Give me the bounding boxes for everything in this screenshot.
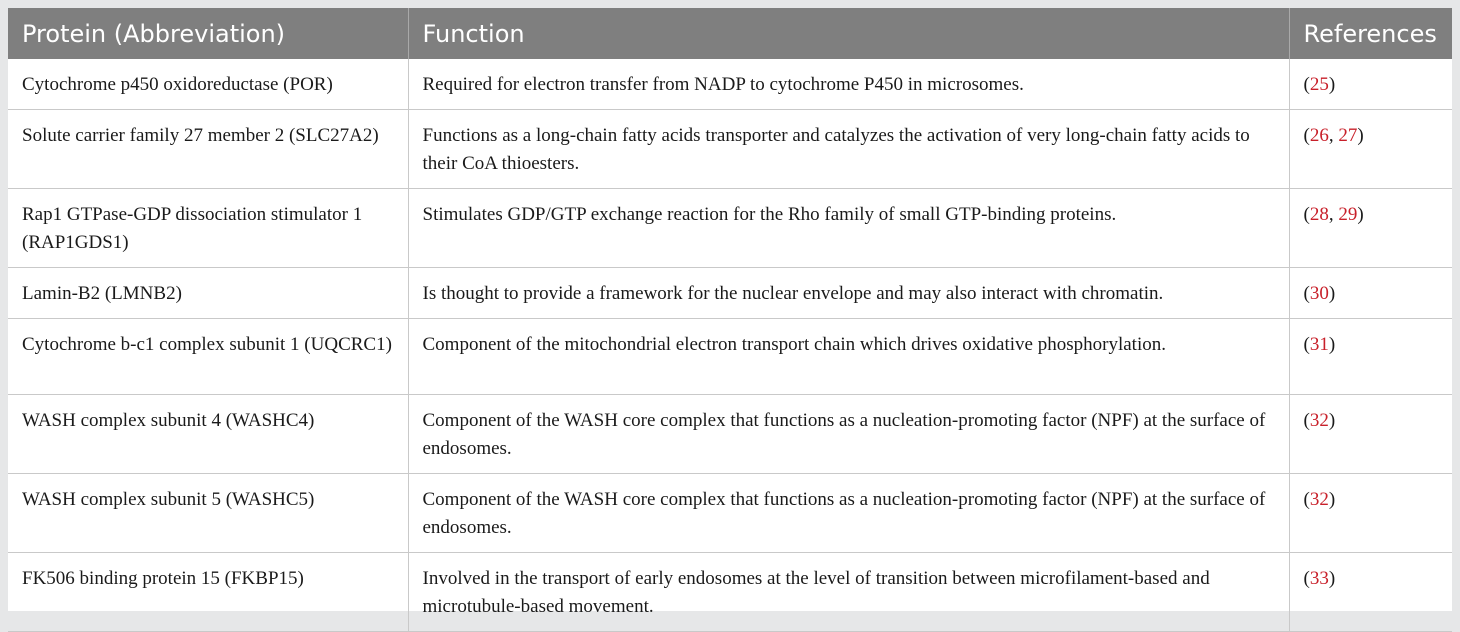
header-function: Function <box>408 8 1289 59</box>
protein-function-table <box>8 8 1452 632</box>
function-cell: Required for electron transfer from NADP to cytochrome P450 in microsomes. <box>408 59 1289 110</box>
reference-citation: (33) <box>1303 568 1336 589</box>
references-cell <box>1289 395 1452 474</box>
reference-link[interactable]: 25 <box>1309 74 1329 95</box>
header-protein: Protein (Abbreviation) <box>8 8 408 59</box>
protein-cell: Rap1 GTPase-GDP dissociation stimulator 1 (RAP1GDS1) <box>8 189 408 268</box>
reference-citation: (31) <box>1303 334 1336 355</box>
reference-link[interactable]: 32 <box>1309 410 1329 431</box>
references-cell <box>1289 319 1452 395</box>
references-cell <box>1289 110 1452 189</box>
reference-link[interactable]: 27 <box>1338 125 1358 146</box>
reference-citation: (32) <box>1303 489 1336 510</box>
protein-cell: Lamin-B2 (LMNB2) <box>8 268 408 319</box>
protein-cell: WASH complex subunit 5 (WASHC5) <box>8 474 408 553</box>
table-row <box>8 319 1452 395</box>
table-row <box>8 59 1452 110</box>
reference-citation: (25) <box>1303 74 1336 95</box>
protein-cell: Cytochrome b-c1 complex subunit 1 (UQCRC1) <box>8 319 408 395</box>
references-cell <box>1289 553 1452 632</box>
reference-citation: (28, 29) <box>1303 204 1364 225</box>
reference-link[interactable]: 28 <box>1309 204 1329 225</box>
function-cell: Component of the WASH core complex that functions as a nucleation-promoting factor (NPF) at the surface of endosomes. <box>408 474 1289 553</box>
reference-citation: (32) <box>1303 410 1336 431</box>
protein-cell: FK506 binding protein 15 (FKBP15) <box>8 553 408 632</box>
table-body <box>8 59 1452 632</box>
reference-citation: (26, 27) <box>1303 125 1364 146</box>
table-header <box>8 8 1452 59</box>
protein-table-frame <box>8 8 1452 617</box>
table-row <box>8 268 1452 319</box>
protein-cell: WASH complex subunit 4 (WASHC4) <box>8 395 408 474</box>
function-cell: Component of the WASH core complex that functions as a nucleation-promoting factor (NPF) at the surface of endosomes. <box>408 395 1289 474</box>
function-cell: Involved in the transport of early endosomes at the level of transition between microfilament-based and microtubule-based movement. <box>408 553 1289 632</box>
reference-link[interactable]: 26 <box>1309 125 1329 146</box>
table-row <box>8 189 1452 268</box>
references-cell <box>1289 474 1452 553</box>
reference-link[interactable]: 33 <box>1309 568 1329 589</box>
table-row <box>8 553 1452 632</box>
header-row <box>8 8 1452 59</box>
function-cell: Component of the mitochondrial electron transport chain which drives oxidative phosphorylation. <box>408 319 1289 395</box>
reference-link[interactable]: 31 <box>1309 334 1329 355</box>
function-cell: Stimulates GDP/GTP exchange reaction for the Rho family of small GTP-binding proteins. <box>408 189 1289 268</box>
references-cell <box>1289 268 1452 319</box>
references-cell <box>1289 189 1452 268</box>
reference-link[interactable]: 29 <box>1338 204 1358 225</box>
references-cell <box>1289 59 1452 110</box>
header-references: References <box>1303 19 1437 48</box>
reference-link[interactable]: 32 <box>1309 489 1329 510</box>
table-row <box>8 474 1452 553</box>
function-cell: Is thought to provide a framework for the nuclear envelope and may also interact with chromatin. <box>408 268 1289 319</box>
table-row <box>8 110 1452 189</box>
table-row <box>8 395 1452 474</box>
function-cell: Functions as a long-chain fatty acids transporter and catalyzes the activation of very long-chain fatty acids to their CoA thioesters. <box>408 110 1289 189</box>
reference-link[interactable]: 30 <box>1309 283 1329 304</box>
reference-citation: (30) <box>1303 283 1336 304</box>
protein-cell: Cytochrome p450 oxidoreductase (POR) <box>8 59 408 110</box>
protein-cell: Solute carrier family 27 member 2 (SLC27A2) <box>8 110 408 189</box>
